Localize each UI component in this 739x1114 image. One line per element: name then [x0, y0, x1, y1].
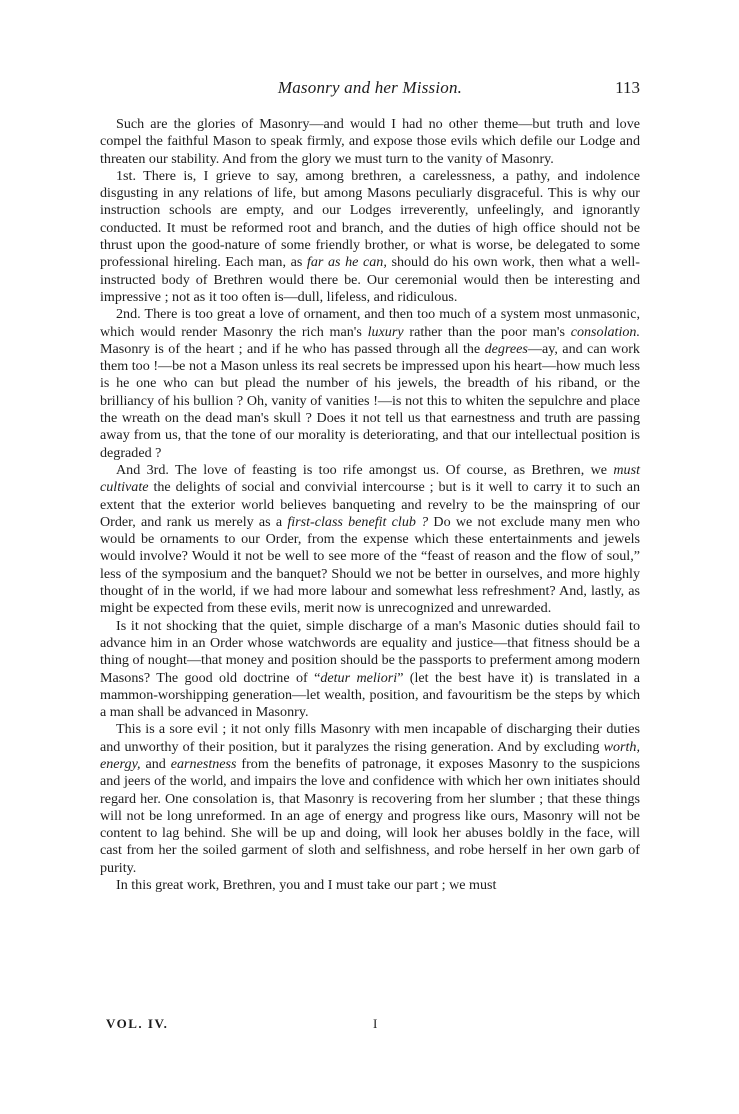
- italic-run: degrees: [484, 340, 528, 357]
- italic-run: must cultivate: [100, 461, 640, 496]
- volume-label: VOL. IV.: [106, 1016, 169, 1031]
- paragraph: [100, 721, 640, 877]
- signature-mark: I: [373, 1016, 378, 1031]
- text-run: the delights of social and convivial intercourse ; but is it well to carry it to such an extent that the exterior world believes banqueting and revelry to be the mainspring of our Order, and rank us merely as a: [100, 479, 640, 530]
- running-title: Masonry and her Mission.: [277, 78, 463, 97]
- italic-run: worth, energy,: [100, 738, 640, 772]
- text-run: 1st. There is, I grieve to say, among brethren, a carelessness, a pathy, and indolence disgusting in any relations of life, but among Masons peculiarly disgraceful. This is why our instruction schools are empty, and our Lodges irreverently, unfeelingly, and ignorantly conducted. It must be reformed root and branch, and the duties of high office should not be thrust upon the good-nature of some friendly brother, or what is worse, be delegated to some professional hireling. Each man, as: [100, 167, 640, 271]
- page-footer: [100, 1016, 640, 1036]
- text-run: from the benefits of patronage, it exposes Masonry to the suspicions and jeers of the world, and impairs the love and confidence with which her own initiates should regard her. One consolation is, that Masonry is recovering from her slumber ; that these things will not be long unreformed. In an age of energy and progress like ours, Masonry will not be content to lag behind. She will be up and doing, will look her abuses boldly in the face, will cast from her the soiled garment of sloth and selfishness, and robe herself in her own garb of purity.: [100, 755, 641, 876]
- paragraph: [100, 306, 640, 462]
- paragraph: [100, 877, 640, 894]
- text-run: —ay, and can work them too !—be not a Mason unless its real secrets be impressed upon his heart—how much less is he one who can but plead the number of his jewels, the breadth of his riband, or the brilliancy of his bullion ? Oh, vanity of vanities !—is not this to whiten the sepulchre and place the wreath on the dead man's skull ? Does it not tell us that earnestness and truth are passing away from us, that the tone of our morality is deteriorating, and that our intellectual position is degraded ?: [100, 340, 640, 461]
- text-run: And 3rd. The love of feasting is too rife amongst us. Of course, as Brethren, we: [116, 461, 614, 478]
- italic-run: consolation.: [570, 323, 640, 340]
- text-run: Masonry is of the heart ; and if he who has passed through all the: [100, 340, 485, 357]
- italic-run: earnestness: [170, 755, 237, 772]
- page-number: 113: [615, 78, 640, 97]
- text-run: and: [140, 755, 171, 772]
- running-head: [100, 78, 640, 102]
- italic-run: far as he can,: [306, 254, 387, 271]
- text-run: Such are the glories of Masonry—and would I had no other theme—but truth and love compel the faithful Mason to speak firmly, and expose those evils which defile our Lodge and threaten our stability. And from the glory we must turn to the vanity of Masonry.: [100, 116, 640, 167]
- paragraph: [100, 462, 640, 618]
- text-run: ” (let the best have it) is translated in a mammon-worshipping generation—let wealth, position, and favouritism be the steps by which a man shall be advanced in Masonry.: [100, 669, 640, 721]
- body-text: [100, 116, 640, 894]
- text-run: This is a sore evil ; it not only fills Masonry with men incapable of discharging their duties and unworthy of their position, but it paralyzes the rising generation. And by excluding: [100, 721, 640, 755]
- italic-run: detur meliori: [320, 669, 398, 686]
- text-run: should do his own work, then what a well-instructed body of Brethren would there be. Our ceremonial would then be interesting and impressive ; not as it too often is—dull, lifeless, and ridiculous.: [100, 254, 640, 305]
- paragraph: [100, 618, 640, 722]
- paragraph: [100, 116, 640, 168]
- italic-run: luxury: [367, 323, 404, 340]
- text-run: rather than the poor man's: [403, 323, 571, 340]
- text-run: Is it not shocking that the quiet, simple discharge of a man's Masonic duties should fail to advance him in an Order whose watchwords are equality and justice—that fitness should be a thing of nought—that money and position should be the passports to preferment among modern Masons? The good old doctrine of “: [100, 617, 640, 686]
- italic-run: first-class benefit club ?: [287, 513, 429, 530]
- text-run: In this great work, Brethren, you and I must take our part ; we must: [116, 877, 497, 894]
- paragraph: [100, 168, 640, 306]
- text-run: Do we not exclude many men who would be ornaments to our Order, from the expense which these entertainments and jewels would involve? Would it not be well to see more of the “feast of reason and the flow of soul,” less of the symposium and the banquet? Should we not be better in ourselves, and more highly thought of in the world, if we had more labour and somewhat less refreshment? And, lastly, as might be expected from these evils, merit now is unrecognized and unrewarded.: [100, 513, 640, 617]
- text-run: 2nd. There is too great a love of ornament, and then too much of a system most unmasonic, which would render Masonry the rich man's: [100, 306, 640, 340]
